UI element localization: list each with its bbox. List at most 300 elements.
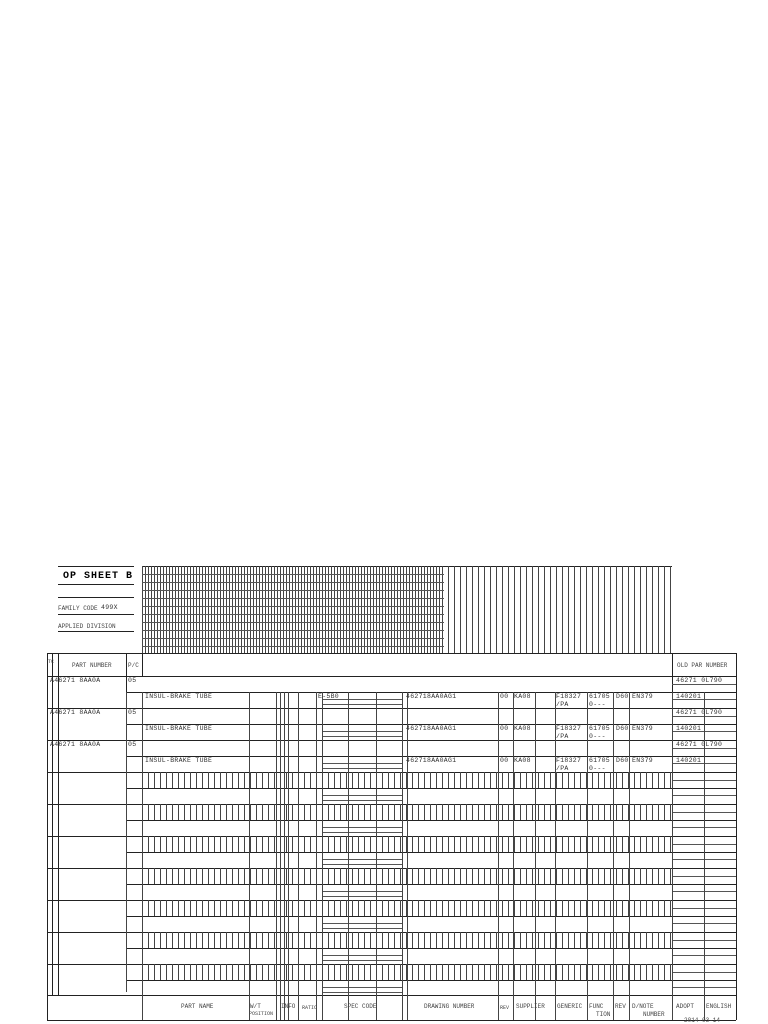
rule-line [526,566,527,653]
rule-line [160,932,161,948]
rule-line [508,804,509,820]
row-rev: 00 [500,757,509,764]
rule-line [304,772,305,788]
footer-spec-code: SPEC CODE [344,1003,377,1010]
rule-line [508,932,509,948]
rule-line [466,804,467,820]
rule-line [157,566,158,653]
rule-line [598,900,599,916]
footer-part-name: PART NAME [181,1003,214,1010]
rule-line [448,566,449,653]
rule-line [634,868,635,884]
rule-line [418,566,419,653]
rule-line [145,566,146,653]
rule-line [622,566,623,653]
rule-line [328,868,329,884]
rule-line [496,804,497,820]
rule-line [340,900,341,916]
rule-line [388,804,389,820]
rule-line [502,772,503,788]
rule-line [622,932,623,948]
rule-line [172,964,173,980]
rule-line [184,836,185,852]
rule-line [352,964,353,980]
rule-line [268,964,269,980]
rule-line [634,804,635,820]
rule-line [126,852,736,853]
rule-line [535,692,536,1020]
rule-line [238,804,239,820]
rule-line [202,964,203,980]
footer-rev2: REV [615,1003,626,1010]
rule-line [58,614,134,615]
rule-line [160,900,161,916]
rule-line [214,964,215,980]
rule-line [250,964,251,980]
rule-line [178,566,179,653]
rule-line [556,932,557,948]
row-generic-2: /PA [556,765,569,772]
rule-line [394,566,395,653]
rule-line [202,868,203,884]
rule-line [142,566,143,653]
rule-line [304,868,305,884]
rule-line [190,566,191,653]
rule-line [331,566,332,653]
rule-line [250,836,251,852]
rule-line [322,928,402,929]
rule-line [322,891,402,892]
row-generic-2: /PA [556,701,569,708]
rule-line [400,868,401,884]
rule-line [214,804,215,820]
rule-line [352,932,353,948]
rule-line [334,836,335,852]
rule-line [598,836,599,852]
rule-line [400,932,401,948]
rule-line [484,964,485,980]
rule-line [430,932,431,948]
rule-line [629,692,630,1020]
sheet-date: 2014-03-14 [684,1017,721,1024]
rule-line [658,868,659,884]
rule-line [616,964,617,980]
row-adopt: 140201 [676,725,702,732]
rule-line [352,566,353,653]
rule-line [646,804,647,820]
rule-line [598,932,599,948]
rule-line [562,868,563,884]
rule-line [580,836,581,852]
rule-line [235,566,236,653]
rule-line [478,804,479,820]
rule-line [304,900,305,916]
rule-line [514,772,515,788]
rule-line [142,574,444,575]
rule-line [466,900,467,916]
rule-line [433,566,434,653]
rule-line [448,900,449,916]
rule-line [148,964,149,980]
rule-line [418,804,419,820]
rule-line [196,932,197,948]
rule-line [253,566,254,653]
rule-line [184,932,185,948]
rule-line [502,964,503,980]
rule-line [490,964,491,980]
rule-line [343,566,344,653]
rule-line [664,804,665,820]
rule-line [442,964,443,980]
rule-line [298,692,299,1020]
rule-line [508,566,509,653]
rule-line [550,804,551,820]
rule-line [436,964,437,980]
rule-line [328,964,329,980]
rule-line [508,868,509,884]
rule-line [568,772,569,788]
rule-line [424,868,425,884]
rule-line [364,804,365,820]
rule-line [226,566,227,653]
rule-line [370,566,371,653]
rule-line [328,772,329,788]
rule-line [526,964,527,980]
rule-line [328,804,329,820]
rule-line [238,868,239,884]
rule-line [427,566,428,653]
rule-line [478,868,479,884]
rule-line [142,590,444,591]
rule-line [208,964,209,980]
rule-line [262,804,263,820]
rule-line [658,772,659,788]
rule-line [526,932,527,948]
rule-line [334,868,335,884]
row-function: 61705 [589,757,611,764]
rule-line [436,566,437,653]
rule-line [544,772,545,788]
rule-line [520,566,521,653]
rule-line [640,964,641,980]
rule-line [670,932,671,948]
rule-line [622,772,623,788]
rule-line [640,804,641,820]
rule-line [274,804,275,820]
rule-line [226,804,227,820]
rule-line [652,566,653,653]
rule-line [586,566,587,653]
rule-line [592,836,593,852]
rule-line [232,772,233,788]
row-supplier: KA08 [514,725,531,732]
rule-line [538,900,539,916]
rule-line [412,804,413,820]
rule-line [249,692,250,1020]
rule-line [238,900,239,916]
rule-line [613,692,614,1020]
rule-line [172,868,173,884]
rule-line [592,804,593,820]
rule-line [421,566,422,653]
rule-line [616,836,617,852]
rule-line [268,804,269,820]
rule-line [244,566,245,653]
rule-line [196,868,197,884]
rule-line [472,804,473,820]
rule-line [574,566,575,653]
rule-line [352,836,353,852]
rule-line [286,836,287,852]
rule-line [148,836,149,852]
rule-line [610,836,611,852]
rule-line [460,772,461,788]
rule-line [568,964,569,980]
rule-line [274,836,275,852]
rule-line [232,932,233,948]
rule-line [148,868,149,884]
row-function: 61705 [589,693,611,700]
rule-line [370,804,371,820]
rule-line [587,692,588,1020]
rule-line [346,932,347,948]
rule-line [220,836,221,852]
rule-line [370,932,371,948]
rule-line [604,836,605,852]
rule-line [424,932,425,948]
rule-line [502,932,503,948]
rule-line [298,566,299,653]
rule-line [556,566,557,653]
rule-line [652,964,653,980]
rule-line [658,964,659,980]
rule-line [364,868,365,884]
rule-line [358,772,359,788]
rule-line [646,772,647,788]
rule-line [388,964,389,980]
row-supplier: KA08 [514,693,531,700]
rule-line [388,566,389,653]
rule-line [472,868,473,884]
rule-line [532,566,533,653]
rule-line [364,772,365,788]
rule-line [652,900,653,916]
rule-line [220,804,221,820]
rule-line [526,868,527,884]
rule-line [658,932,659,948]
rule-line [442,932,443,948]
rule-line [346,868,347,884]
rule-line [340,772,341,788]
rule-line [47,932,736,933]
rule-line [634,772,635,788]
rule-line [538,772,539,788]
rule-line [172,566,173,653]
rule-line [382,566,383,653]
rule-line [544,836,545,852]
rule-line [262,932,263,948]
rule-line [361,566,362,653]
rule-line [513,692,514,1020]
rule-line [244,836,245,852]
rule-line [154,836,155,852]
rule-line [178,772,179,788]
rule-line [407,692,408,1020]
rule-line [484,804,485,820]
rule-line [310,932,311,948]
rule-line [322,566,323,653]
rule-line [622,836,623,852]
rule-line [610,964,611,980]
row-generic: F18327 [556,693,582,700]
part-number-header: PART NUMBER [72,662,112,669]
rule-line [397,566,398,653]
rule-line [508,964,509,980]
row-dnote: EN379 [632,725,654,732]
rule-line [47,804,736,805]
rule-line [460,964,461,980]
rule-line [562,932,563,948]
rule-line [472,772,473,788]
rule-line [142,622,444,623]
pc-header: P/C [128,662,139,669]
rule-line [664,772,665,788]
rule-line [47,964,736,965]
rule-line [190,836,191,852]
rule-line [538,964,539,980]
rule-line [322,832,402,833]
rule-line [262,868,263,884]
rule-line [646,900,647,916]
rule-line [208,868,209,884]
rule-line [418,772,419,788]
rule-line [208,772,209,788]
rule-line [292,868,293,884]
row-spec-code: E-5B0 [318,693,340,700]
rule-line [478,964,479,980]
row-rev: 00 [500,725,509,732]
rule-line [373,566,374,653]
row-rev: 00 [500,693,509,700]
rule-line [664,932,665,948]
rule-line [256,868,257,884]
rule-line [598,566,599,653]
rule-line [391,566,392,653]
rule-line [307,566,308,653]
rule-line [160,964,161,980]
rule-line [412,964,413,980]
rule-line [532,772,533,788]
rule-line [190,900,191,916]
rule-line [382,900,383,916]
col-tc-header: TC [48,659,55,665]
rule-line [646,836,647,852]
rule-line [238,836,239,852]
rule-line [196,772,197,788]
rule-line [340,964,341,980]
rule-line [472,566,473,653]
rule-line [334,566,335,653]
rule-line [223,566,224,653]
footer-generic: GENERIC [557,1003,583,1010]
rule-line [538,566,539,653]
rule-line [622,868,623,884]
rule-line [544,964,545,980]
rule-line [322,960,402,961]
rule-line [610,868,611,884]
rule-line [616,804,617,820]
rule-line [58,597,134,598]
rule-line [562,900,563,916]
rule-line [574,900,575,916]
rule-line [484,836,485,852]
rule-line [634,900,635,916]
rule-line [322,923,402,924]
applied-division-label: APPLIED DIVISION [58,623,116,630]
rule-line [154,964,155,980]
row-function: 61705 [589,725,611,732]
rule-line [514,566,515,653]
rule-line [454,836,455,852]
rule-line [160,868,161,884]
rule-line [412,772,413,788]
rule-line [292,900,293,916]
rule-line [268,932,269,948]
rule-line [256,932,257,948]
rule-line [199,566,200,653]
rule-line [322,763,402,764]
rule-line [284,692,285,1020]
rule-line [58,653,59,996]
rule-line [652,804,653,820]
rule-line [190,772,191,788]
rule-line [646,566,647,653]
rule-line [148,900,149,916]
rule-line [226,900,227,916]
rule-line [241,566,242,653]
rule-line [208,900,209,916]
rule-line [442,804,443,820]
rule-line [250,804,251,820]
rule-line [184,566,185,653]
row-adopt: 140201 [676,693,702,700]
rule-line [256,566,257,653]
row-pc: 05 [128,741,137,748]
footer-rev: REV [500,1005,510,1011]
rule-line [496,566,497,653]
rule-line [340,932,341,948]
rule-line [580,900,581,916]
rule-line [232,868,233,884]
rule-line [334,804,335,820]
rule-line [640,836,641,852]
footer-function: FUNC [589,1003,604,1010]
row-part-number: A46271 8AA0A [50,677,101,684]
rule-line [214,566,215,653]
rule-line [274,868,275,884]
rule-line [652,836,653,852]
rule-line [292,932,293,948]
rule-line [532,868,533,884]
rule-line [508,836,509,852]
rule-line [256,900,257,916]
rule-line [250,900,251,916]
rule-line [520,932,521,948]
rule-line [184,772,185,788]
rule-line [126,948,736,949]
rule-line [580,964,581,980]
footer-function-2: TION [596,1011,611,1018]
